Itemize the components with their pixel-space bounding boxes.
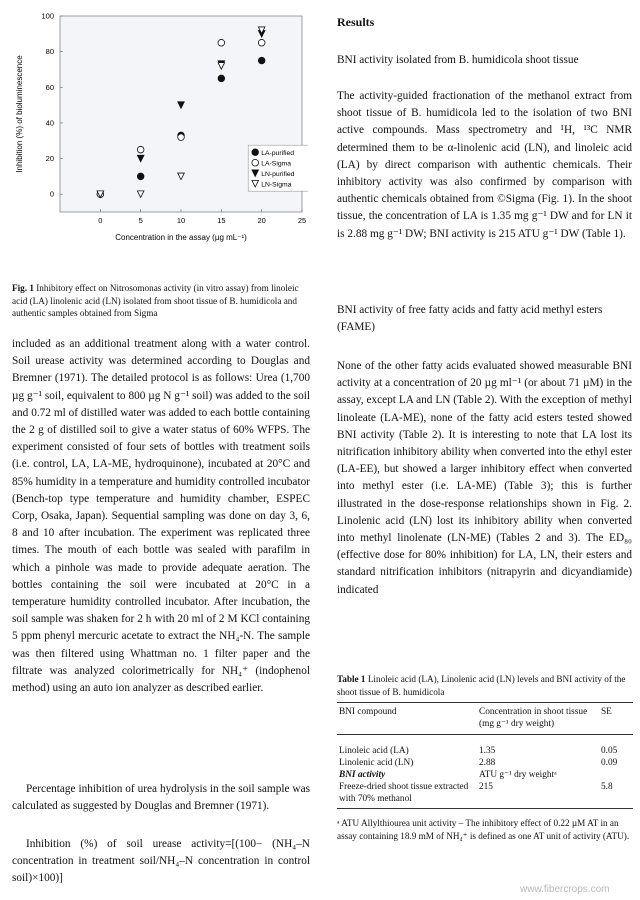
table-cell: BNI activity [339, 770, 386, 781]
table-cell: 215 [479, 782, 493, 793]
table-cell: Freeze-dried shoot tissue extracted with 70% methanol [339, 782, 469, 805]
table-row [337, 781, 633, 809]
legend-label: LA-Sigma [261, 160, 292, 168]
table-cell [599, 769, 633, 781]
figure-1-chart [8, 6, 308, 246]
legend-label: LN-Sigma [261, 181, 292, 189]
table-row [337, 757, 633, 769]
table-cell: 1.35 [479, 746, 496, 757]
legend-marker [252, 159, 259, 166]
table-1-grid [337, 702, 633, 809]
data-point-la-sigma [218, 39, 225, 46]
left-paragraph-1: included as an additional treatment along with a water control. Soil urease activity was determined according to Douglas and Bremner (1971). The detailed protocol is as follows: Urea (1,700 µg g⁻¹ soil, equivalent to 800 µg N g⁻¹ soil) was added to the soil and 0.72 ml of distilled water was added to each bottle containing the 2 g of distilled soil to give a water status of 60% WFPS. The experiment consisted of four sets of bottles with treatment soils (i.e. control, LA, LA-ME, hydroquinone), incubated at 20°C and 85% humidity in a temperature and humidity controlled incubator (Bench-top type temperature and humidity chamber, ESPEC Corp, Osaka, Japan). Sequential sampling was done on day 3, 6, 8 and 10 after incubation. The experiment was replicated three times. The mouth of each bottle was sealed with parafilm in which a pinhole was made to provide adequate aeration. The bottles containing the soil were incubated at 20°C in a temperature humidity controlled incubator. After incubation, the soil sample was shaken for 2 h with 20 ml of 2 M KCl containing 5 ppm phenyl mercuric acetate to extract the NH₄-N. The sample was then filtered using Whattman no. 1 filter paper and the filtrate was analyzed colorimetrically for NH₄⁺ (indophenol method) using an auto ion analyzer as described earlier. [12, 338, 310, 695]
y-tick-label: 0 [49, 189, 54, 199]
x-tick-label: 5 [138, 216, 143, 225]
x-tick-label: 15 [217, 216, 226, 225]
legend-marker [252, 149, 259, 156]
results-heading: Results [337, 15, 375, 29]
table-1 [337, 673, 633, 842]
table-1-footnote: ᵃ ATU Allylthiourea unit activity – The inhibitory effect of 0.22 µM AT in an assay containing 18.9 mM of NH₄⁺ is defined as one AT unit of activity (ATU). [337, 818, 630, 841]
table-cell: 0.05 [601, 746, 618, 757]
figure-1-caption-text: Inhibitory effect on Nitrosomonas activity (in vitro assay) from linoleic acid (LA) linolenic acid (LN) isolated from shoot tissue of B. humidicola and authentic samples obtained from Sigma [12, 283, 299, 319]
x-tick-label: 25 [297, 216, 307, 225]
data-point-la-sigma [137, 146, 144, 153]
y-tick-label: 40 [45, 118, 54, 128]
y-tick-label: 20 [45, 154, 54, 164]
left-paragraph-3: Inhibition (%) of soil urease activity=[(100− (NH₄–N concentration in treatment soil/NH₄–N concentration in control soil)×100)] [12, 838, 310, 885]
table-1-label: Table 1 [337, 674, 366, 684]
table-header-cell: BNI compound [339, 707, 397, 718]
table-cell: 5.8 [601, 782, 613, 793]
table-header-row [337, 703, 633, 735]
watermark: www.fibercrops.com [520, 884, 610, 895]
table-cell: 2.88 [479, 758, 496, 769]
table-header-cell: SE [601, 707, 612, 718]
data-point-la-purified [218, 75, 225, 82]
subheading-bni-shoot: BNI activity isolated from B. humidicola shoot tissue [337, 54, 579, 66]
table-1-caption-text: Linoleic acid (LA), Linolenic acid (LN) levels and BNI activity of the shoot tissue of B. humidicola [337, 674, 626, 697]
y-axis-label: Inhibition (%) of bioluminescence [15, 55, 24, 173]
x-axis-label: Concentration in the assay (µg mL⁻¹) [115, 233, 247, 242]
y-tick-label: 100 [41, 11, 54, 21]
data-point-la-sigma [178, 134, 185, 141]
subheading-bni-fame: BNI activity of free fatty acids and fatty acid methyl esters (FAME) [337, 304, 603, 334]
x-tick-label: 10 [176, 216, 186, 225]
legend-label: LN-purified [261, 171, 295, 179]
data-point-la-sigma [258, 39, 265, 46]
x-tick-label: 0 [98, 216, 103, 225]
table-row [337, 745, 633, 757]
table-cell: 0.09 [601, 758, 618, 769]
y-tick-label: 80 [45, 47, 54, 57]
table-row [337, 735, 633, 746]
y-tick-label: 60 [45, 82, 54, 92]
x-tick-label: 20 [257, 216, 266, 225]
table-header-cell: Concentration in shoot tissue (mg g⁻¹ dry weight) [479, 707, 588, 730]
table-cell: Linoleic acid (LA) [339, 746, 409, 757]
figure-1-caption [12, 282, 308, 320]
table-1-caption [337, 673, 633, 698]
table-cell: Linolenic acid (LN) [339, 758, 414, 769]
right-paragraph-2: None of the other fatty acids evaluated showed measurable BNI activity at a concentration of 20 µg ml⁻¹ (or about 71 µM) in the assay, except LA and LN (Table 2). With the exception of methyl linoleate (LA-ME), none of the fatty acid esters tested showed BNI activity (Table 2). It is interesting to note that LA lost its nitrification inhibitory ability when converted into the ethyl ester (LA-EE), but showed a larger inhibitory effect when converted into methyl ester (i.e. LA-ME) (Table 3); this is further illustrated in the dose-response relationships shown in Fig. 2. Linolenic acid (LN) lost its inhibitory ability when converted into methyl linolenate (LN-ME) (Tables 2 and 3). The ED₈₀ (effective dose for 80% inhibition) for LA, LN, their esters and standard nitrification inhibitors (nitrapyrin and dicyandiamide) indicated [337, 360, 632, 596]
data-point-la-purified [137, 173, 144, 180]
left-paragraph-2: Percentage inhibition of urea hydrolysis in the soil sample was calculated as suggested by Douglas and Bremner (1971). [12, 783, 310, 813]
data-point-la-purified [258, 57, 265, 64]
legend-label: LA-purified [261, 150, 295, 158]
table-row [337, 769, 633, 781]
figure-1-label: Fig. 1 [12, 283, 34, 293]
chart-svg [8, 6, 308, 246]
right-paragraph-1: The activity-guided fractionation of the methanol extract from shoot tissue of B. humidicola led to the isolation of two BNI active compounds. Mass spectrometry and ¹H, ¹³C NMR determined them to be α-linolenic acid (LN), and linoleic acid (LA) by direct comparison with authentic chemicals. Their inhibitory activity was also confirmed by comparison with authentic chemicals obtained from ©Sigma (Fig. 1). In the shoot tissue, the concentration of LA is 1.35 mg g⁻¹ DW and for LN it is 2.88 mg g⁻¹ DW; BNI activity is 215 ATU g⁻¹ DW (Table 1). [337, 90, 632, 240]
table-cell: ATU g⁻¹ dry weightᵃ [479, 770, 557, 781]
